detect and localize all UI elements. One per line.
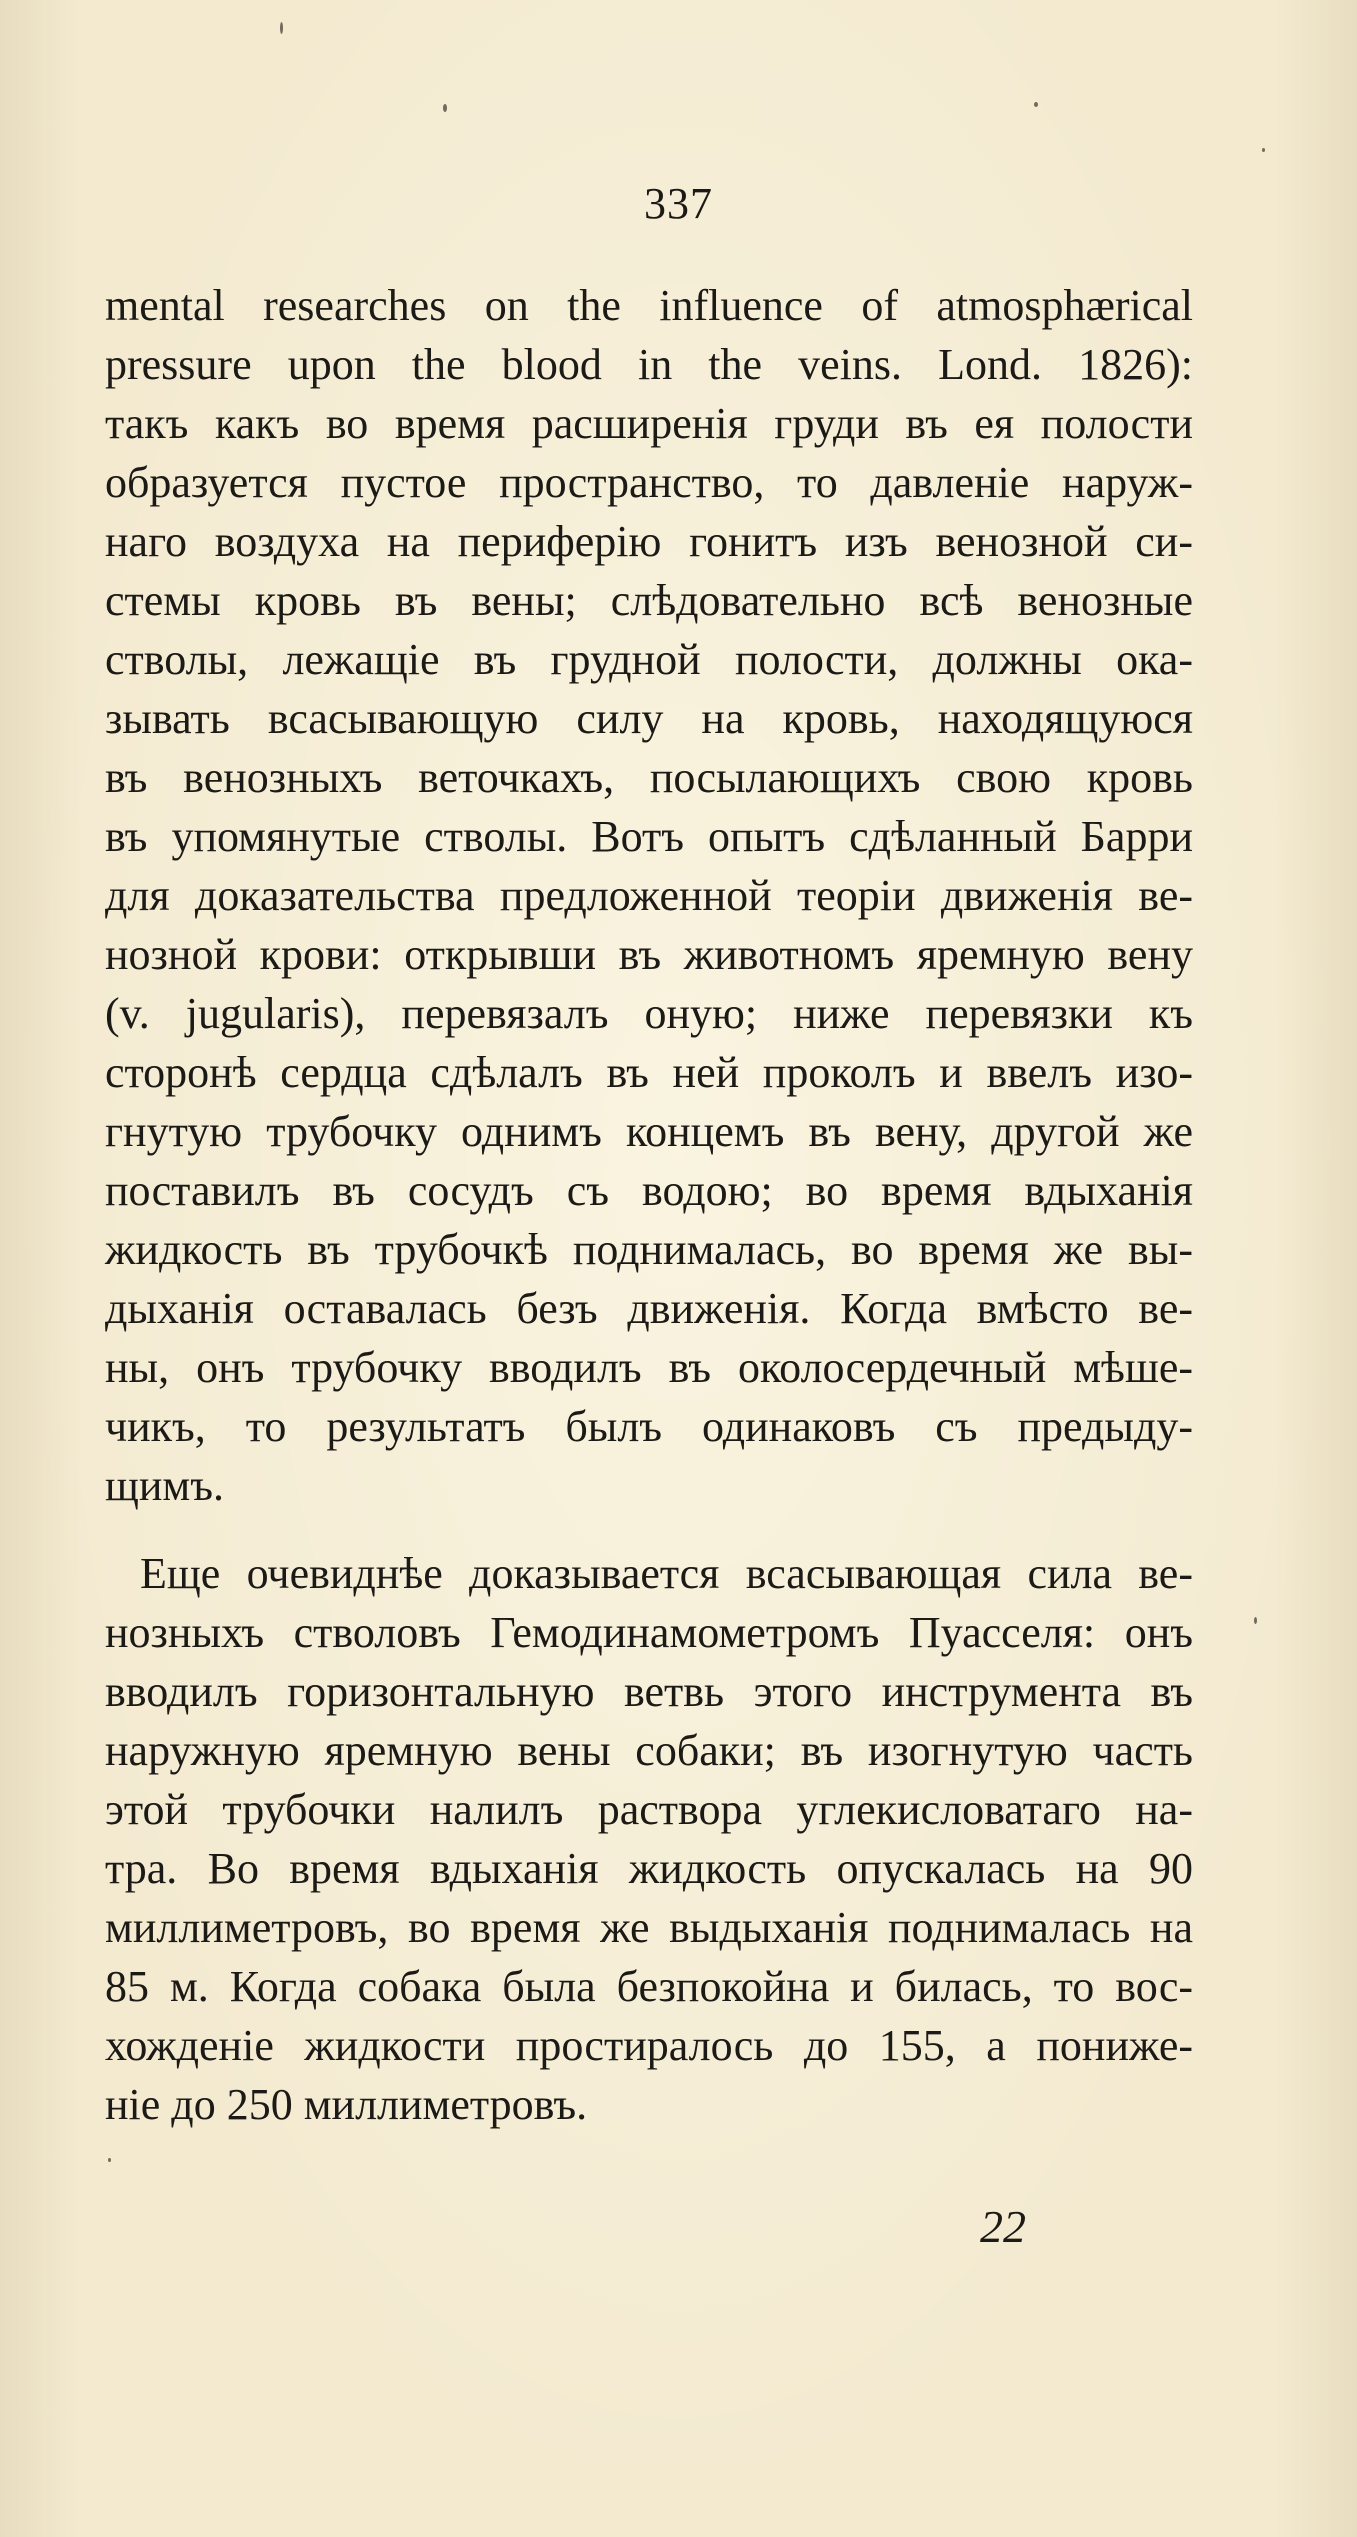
signature-mark: 22	[980, 2201, 1026, 2252]
text-line: 85 м. Когда собака была безпокойна и билась, то вос-	[105, 1962, 1193, 2011]
text-line: pressure upon the blood in the veins. Lond. 1826):	[105, 340, 1193, 389]
ink-speck	[108, 2158, 111, 2162]
ink-speck	[443, 104, 447, 112]
text-line: для доказательства предложенной теоріи движенія ве-	[105, 871, 1193, 920]
text-line: въ венозныхъ веточкахъ, посылающихъ свою кровь	[105, 753, 1193, 802]
text-line: mental researches on the influence of atmosphærical	[105, 281, 1193, 330]
text-line: (v. jugularis), перевязалъ оную; ниже перевязки къ	[105, 989, 1193, 1038]
text-line: тра. Во время вдыханія жидкость опускалась на 90	[105, 1844, 1193, 1893]
text-line: зывать всасывающую силу на кровь, находящуюся	[105, 694, 1193, 743]
text-line: образуется пустое пространство, то давленіе наруж-	[105, 458, 1193, 507]
text-line: ніе до 250 миллиметровъ.	[105, 2080, 588, 2129]
text-line: поставилъ въ сосудъ съ водою; во время вдыханія	[105, 1166, 1193, 1215]
text-line: вводилъ горизонтальную ветвь этого инструмента въ	[105, 1667, 1193, 1716]
text-line: въ упомянутые стволы. Вотъ опытъ сдѣланный Барри	[105, 812, 1193, 861]
text-line: жидкость въ трубочкѣ поднималась, во время же вы-	[105, 1225, 1193, 1274]
text-line: наружную яремную вены собаки; въ изогнутую часть	[105, 1726, 1193, 1775]
text-line: Еще очевиднѣе доказывается всасывающая сила ве-	[140, 1549, 1193, 1598]
text-line: чикъ, то результатъ былъ одинаковъ съ предыду-	[105, 1402, 1193, 1451]
text-line: щимъ.	[105, 1461, 225, 1510]
text-line: такъ какъ во время расширенія груди въ ея полости	[105, 399, 1193, 448]
text-line: дыханія оставалась безъ движенія. Когда вмѣсто ве-	[105, 1284, 1193, 1333]
text-line: гнутую трубочку однимъ концемъ въ вену, другой же	[105, 1107, 1193, 1156]
text-line: сторонѣ сердца сдѣлалъ въ ней проколъ и ввелъ изо-	[105, 1048, 1193, 1097]
text-line: ны, онъ трубочку вводилъ въ околосердечный мѣше-	[105, 1343, 1193, 1392]
text-line: миллиметровъ, во время же выдыханія поднималась на	[105, 1903, 1193, 1952]
ink-speck	[280, 22, 283, 34]
text-line: стемы кровь въ вены; слѣдовательно всѣ венозные	[105, 576, 1193, 625]
text-line: стволы, лежащіе въ грудной полости, должны ока-	[105, 635, 1193, 684]
ink-speck	[1262, 148, 1265, 152]
text-line: хожденіе жидкости простиралось до 155, а пониже-	[105, 2021, 1193, 2070]
text-line: наго воздуха на периферію гонитъ изъ венозной си-	[105, 517, 1193, 566]
text-line: нозныхъ стволовъ Гемодинамометромъ Пуасселя: онъ	[105, 1608, 1193, 1657]
text-line: этой трубочки налилъ раствора углекисловатаго на-	[105, 1785, 1193, 1834]
text-line: нозной крови: открывши въ животномъ яремную вену	[105, 930, 1193, 979]
ink-speck	[1254, 1617, 1257, 1624]
page-number: 337	[644, 179, 713, 228]
ink-speck	[1034, 102, 1038, 107]
